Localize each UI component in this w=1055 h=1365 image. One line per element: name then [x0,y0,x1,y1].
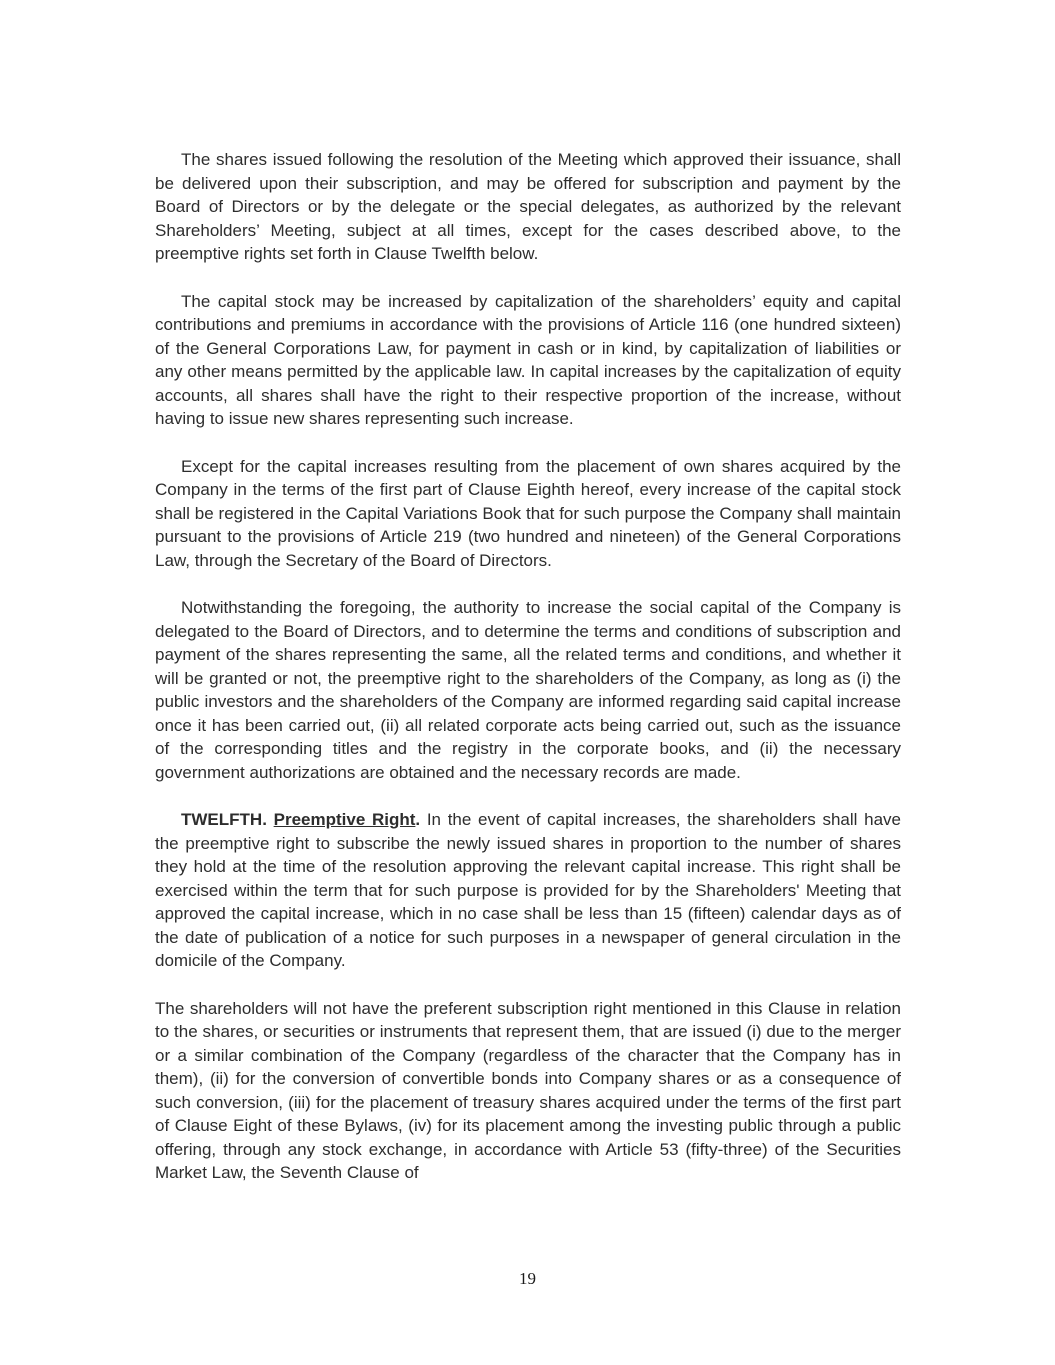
paragraph-twelfth-clause [155,808,901,973]
paragraph-board-delegation: Notwithstanding the foregoing, the authority to increase the social capital of the Company is delegated to the Board of Directors, and to determine the terms and conditions of subscription and payment of the shares representing the same, all the related terms and conditions, and whether it will be granted or not, the preemptive right to the shareholders of the Company, as long as (i) the public investors and the shareholders of the Company are informed regarding said capital increase once it has been carried out, (ii) all related corporate acts being carried out, such as the issuance of the corresponding titles and the registry in the corporate books, and (ii) the necessary government authorizations are obtained and the necessary records are made. [155,598,901,782]
clause-body-text: In the event of capital increases, the shareholders shall have the preemptive right to subscribe the newly issued shares in proportion to the number of shares they hold at the time of the resolution approving the relevant capital increase. This right shall be exercised within the term that for such purpose is provided for by the Shareholders' Meeting that approved the capital increase, which in no case shall be less than 15 (fifteen) calendar days as of the date of publication of a notice for such purposes in a newspaper of general circulation in the domicile of the Company. [155,810,901,970]
clause-title-underlined: Preemptive Right [273,810,416,829]
page-number: 19 [519,1269,536,1288]
clause-number-label: TWELFTH. [181,810,274,829]
clause-title-period: . [415,810,421,829]
paragraph-capital-variations-book: Except for the capital increases resulting from the placement of own shares acquired by the Company in the terms of the first part of Clause Eighth hereof, every increase of the capital stock shall be registered in the Capital Variations Book that for such purpose the Company shall maintain pursuant to the provisions of Article 219 (two hundred and nineteen) of the General Corporations Law, through the Secretary of the Board of Directors. [155,456,901,570]
paragraph-preferent-right-exceptions: The shareholders will not have the preferent subscription right mentioned in this Clause in relation to the shares, or securities or instruments that represent them, that are issued (i) due to the merger or a similar combination of the Company (regardless of the character that the Company has in them), (ii) for the conversion of convertible bonds into Company shares or as a consequence of such conversion, (iii) for the placement of treasury shares acquired under the terms of the first part of Clause Eight of these Bylaws, (iv) for its placement among the investing public through a public offering, through any stock exchange, in accordance with Article 53 (fifty-three) of the Securities Market Law, the Seventh Clause of [155,998,901,1182]
document-body [155,148,901,1209]
paragraph-shares-issued: The shares issued following the resolution of the Meeting which approved their issuance, shall be delivered upon their subscription, and may be offered for subscription and payment by the Board of Directors or by the delegate or the special delegates, as authorized by the relevant Shareholders’ Meeting, subject at all times, except for the cases described above, to the preemptive rights set forth in Clause Twelfth below. [155,150,901,263]
paragraph-capital-stock-increase: The capital stock may be increased by capitalization of the shareholders’ equity and capital contributions and premiums in accordance with the provisions of Article 116 (one hundred sixteen) of the General Corporations Law, for payment in cash or in kind, by capitalization of liabilities or any other means permitted by the applicable law. In capital increases by the capitalization of equity accounts, all shares shall have the right to their respective proportion of the increase, without having to issue new shares representing such increase. [155,291,901,428]
